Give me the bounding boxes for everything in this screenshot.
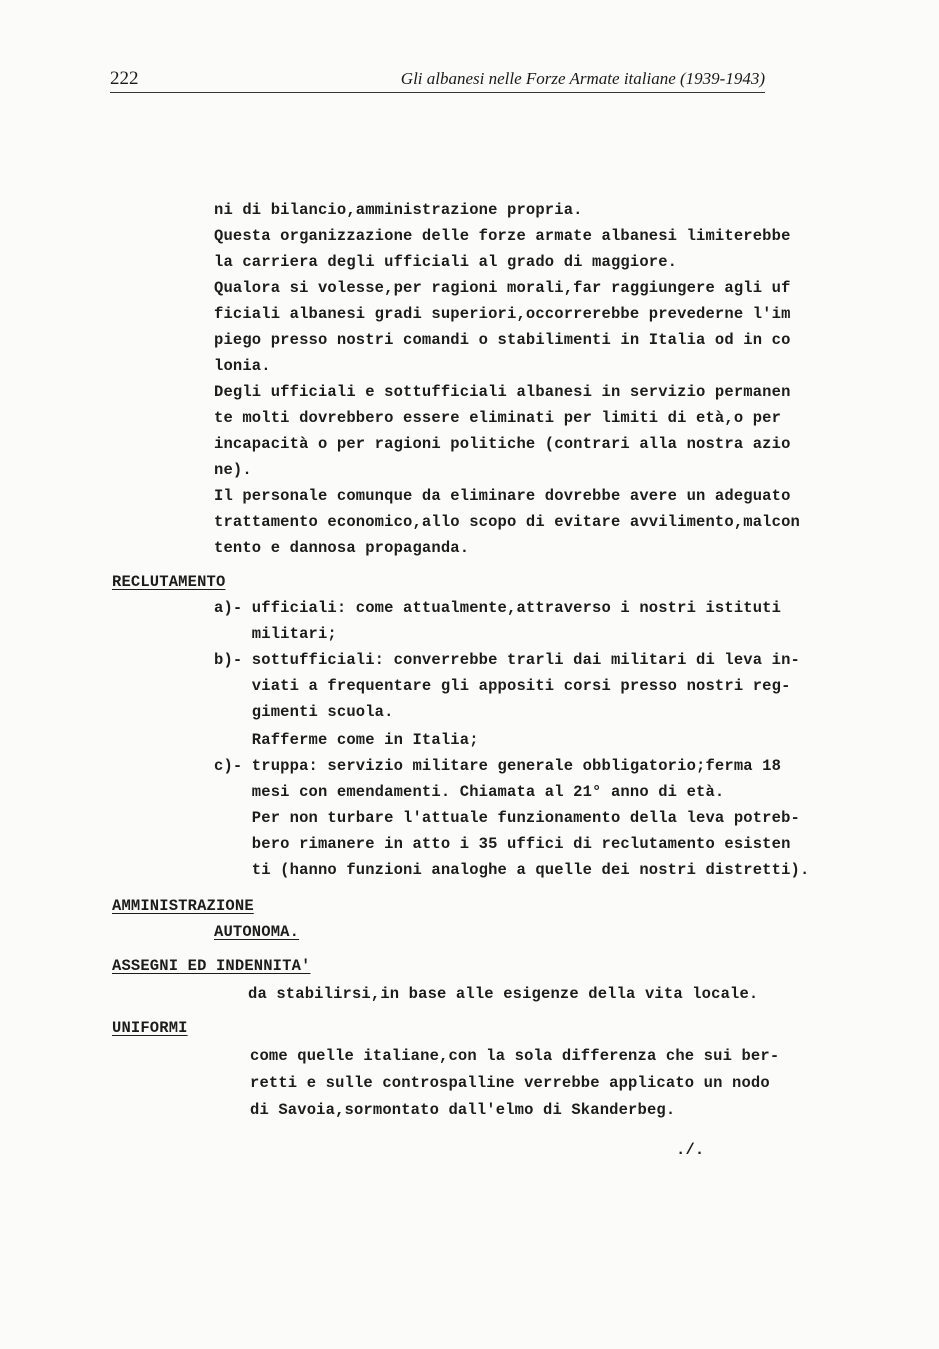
text-line: ti (hanno funzioni analoghe a quelle dei nostri distretti). (214, 861, 810, 879)
text-line: mesi con emendamenti. Chiamata al 21° anno di età. (214, 783, 725, 801)
text-line: c)- truppa: servizio militare generale obbligatorio;ferma 18 (214, 757, 782, 775)
text-line: come quelle italiane,con la sola differenza che sui ber- (250, 1047, 780, 1065)
text-line: lonia. (214, 357, 271, 375)
text-line: di Savoia,sormontato dall'elmo di Skanderbeg. (250, 1101, 676, 1119)
text-line: Qualora si volesse,per ragioni morali,far raggiungere agli uf (214, 279, 791, 297)
text-line: Degli ufficiali e sottufficiali albanesi in servizio permanen (214, 383, 791, 401)
running-header (110, 68, 765, 93)
text-line: ne). (214, 461, 252, 479)
text-line: trattamento economico,allo scopo di evitare avvilimento,malcon (214, 513, 800, 531)
section-heading-assegni: ASSEGNI ED INDENNITA' (112, 957, 311, 975)
running-title: Gli albanesi nelle Forze Armate italiane (1939-1943) (400, 69, 765, 88)
continuation-mark: ./. (676, 1141, 705, 1159)
text-line: te molti dovrebbero essere eliminati per limiti di età,o per (214, 409, 782, 427)
text-line: la carriera degli ufficiali al grado di maggiore. (214, 253, 678, 271)
section-heading-reclutamento: RECLUTAMENTO (112, 573, 226, 591)
text-line: incapacità o per ragioni politiche (contrari alla nostra azio (214, 435, 791, 453)
text-line: viati a frequentare gli appositi corsi presso nostri reg- (214, 677, 791, 695)
text-line: a)- ufficiali: come attualmente,attraverso i nostri istituti (214, 599, 782, 617)
text-line: bero rimanere in atto i 35 uffici di reclutamento esisten (214, 835, 791, 853)
assegni-value: da stabilirsi,in base alle esigenze della vita locale. (248, 985, 759, 1003)
text-line: Rafferme come in Italia; (214, 731, 479, 749)
amministrazione-value: AUTONOMA. (214, 923, 300, 941)
text-line: tento e dannosa propaganda. (214, 539, 470, 557)
text-line: b)- sottufficiali: converrebbe trarli dai militari di leva in- (214, 651, 800, 669)
text-line: ni di bilancio,amministrazione propria. (214, 201, 583, 219)
text-line: Per non turbare l'attuale funzionamento della leva potreb- (214, 809, 800, 827)
text-line: Il personale comunque da eliminare dovrebbe avere un adeguato (214, 487, 791, 505)
section-heading-amministrazione: AMMINISTRAZIONE (112, 897, 254, 915)
text-line: piego presso nostri comandi o stabilimenti in Italia od in co (214, 331, 791, 349)
text-line: militari; (214, 625, 337, 643)
text-line: gimenti scuola. (214, 703, 394, 721)
section-heading-uniformi: UNIFORMI (112, 1019, 188, 1037)
text-line: retti e sulle controspalline verrebbe applicato un nodo (250, 1074, 770, 1092)
page-number: 222 (110, 68, 139, 89)
text-line: Questa organizzazione delle forze armate albanesi limiterebbe (214, 227, 791, 245)
text-line: ficiali albanesi gradi superiori,occorrerebbe prevederne l'im (214, 305, 791, 323)
